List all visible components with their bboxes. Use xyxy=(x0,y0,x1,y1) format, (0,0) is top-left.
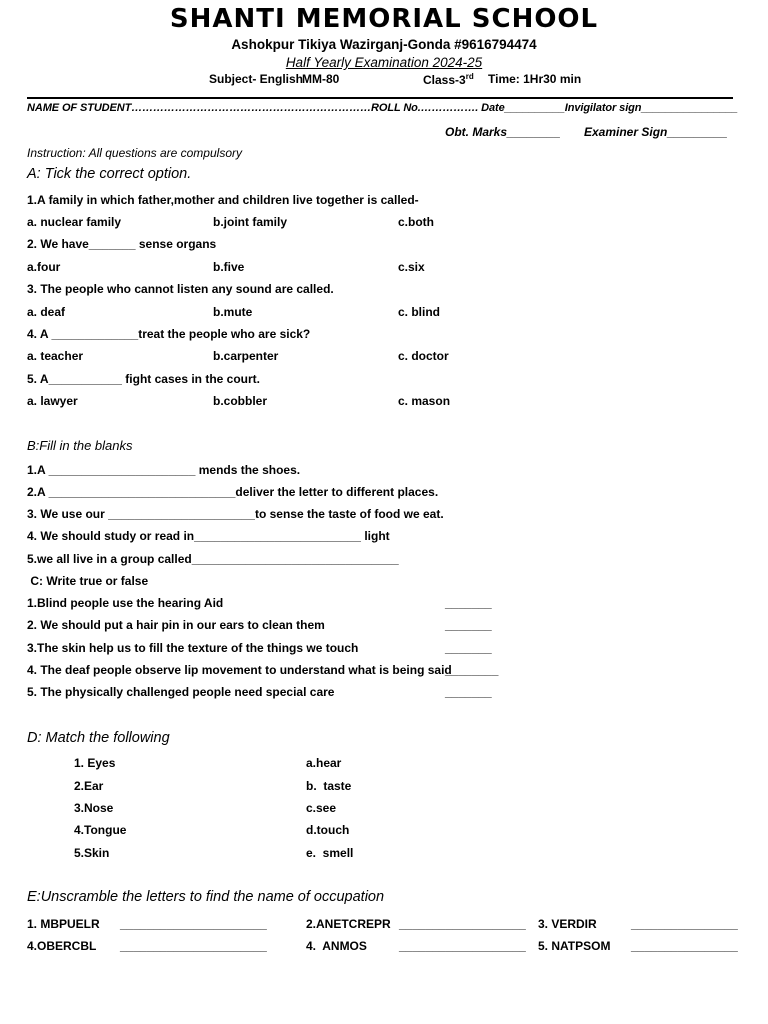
answer-blank: _______ xyxy=(445,685,492,699)
match-left-item: 3.Nose xyxy=(74,801,114,815)
option: c. blind xyxy=(398,305,440,319)
exam-title: Half Yearly Examination 2024-25 xyxy=(285,55,483,70)
answer-blank: ___________________ xyxy=(399,939,526,953)
fill-blank-item: 3. We use our ______________________to sense the taste of food we eat. xyxy=(27,507,444,521)
option: a. lawyer xyxy=(27,394,78,408)
option: b.five xyxy=(213,260,245,274)
subject-label: Subject- English xyxy=(209,72,304,86)
match-right-item: e. smell xyxy=(306,846,354,860)
fill-blank-item: 5.we all live in a group called_______________________________ xyxy=(27,552,399,566)
school-name: SHANTI MEMORIAL SCHOOL xyxy=(169,4,599,34)
answer-blank: ______________________ xyxy=(120,917,267,931)
section-e-title: E:Unscramble the letters to find the name of occupation xyxy=(27,889,385,905)
header-divider xyxy=(27,97,733,99)
fill-blank-item: 2.A ____________________________deliver the letter to different places. xyxy=(27,485,439,499)
answer-blank: _______ xyxy=(445,618,492,632)
option: a. deaf xyxy=(27,305,66,319)
school-address: Ashokpur Tikiya Wazirganj-Gonda #9616794474 xyxy=(231,37,537,52)
option: a. teacher xyxy=(27,349,84,363)
true-false-item: 5. The physically challenged people need special care xyxy=(27,685,335,699)
max-marks: MM-80 xyxy=(302,72,340,86)
option: b.mute xyxy=(213,305,253,319)
option: a.four xyxy=(27,260,61,274)
question-a3: 3. The people who cannot listen any sound are called. xyxy=(27,282,334,296)
answer-blank: _______ xyxy=(445,641,492,655)
answer-blank: ______________________ xyxy=(120,939,267,953)
class-label: Class-3rd xyxy=(423,72,474,87)
scrambled-word: 4.OBERCBL xyxy=(27,939,97,953)
instruction: Instruction: All questions are compulsory xyxy=(27,146,242,160)
option: c. mason xyxy=(398,394,451,408)
option: c.six xyxy=(398,260,425,274)
true-false-item: 1.Blind people use the hearing Aid xyxy=(27,596,224,610)
scrambled-word: 2.ANETCREPR xyxy=(306,917,391,931)
scrambled-word: 4. ANMOS xyxy=(306,939,367,953)
scrambled-word: 5. NATPSOM xyxy=(538,939,611,953)
option: b.joint family xyxy=(213,215,288,229)
match-right-item: b. taste xyxy=(306,779,352,793)
question-a4: 4. A _____________treat the people who are sick? xyxy=(27,327,311,341)
match-left-item: 1. Eyes xyxy=(74,756,116,770)
scrambled-word: 1. MBPUELR xyxy=(27,917,100,931)
section-b-title: B:Fill in the blanks xyxy=(27,438,133,453)
answer-blank: ________________ xyxy=(631,917,738,931)
fill-blank-item: 4. We should study or read in_________________________ light xyxy=(27,529,390,543)
scrambled-word: 3. VERDIR xyxy=(538,917,597,931)
student-info-line: NAME OF STUDENT…………………………………………………………ROLL No.……………. Date__________Invigilator sign________________ xyxy=(27,102,738,114)
fill-blank-item: 1.A ______________________ mends the shoes. xyxy=(27,463,301,477)
option: b.cobbler xyxy=(213,394,268,408)
match-right-item: d.touch xyxy=(306,823,350,837)
obtained-marks: Obt. Marks________ xyxy=(445,125,561,139)
true-false-item: 2. We should put a hair pin in our ears to clean them xyxy=(27,618,325,632)
option: a. nuclear family xyxy=(27,215,122,229)
true-false-item: 4. The deaf people observe lip movement to understand what is being said xyxy=(27,663,452,677)
time-label: Time: 1Hr30 min xyxy=(488,72,582,86)
match-left-item: 5.Skin xyxy=(74,846,110,860)
question-a5: 5. A___________ fight cases in the court. xyxy=(27,372,260,386)
option: c. doctor xyxy=(398,349,449,363)
option: b.carpenter xyxy=(213,349,279,363)
answer-blank: ___________________ xyxy=(399,917,526,931)
match-right-item: a.hear xyxy=(306,756,342,770)
examiner-sign: Examiner Sign_________ xyxy=(584,125,728,139)
answer-blank: ________________ xyxy=(631,939,738,953)
answer-blank: _______ xyxy=(445,596,492,610)
option: c.both xyxy=(398,215,434,229)
match-right-item: c.see xyxy=(306,801,337,815)
question-a2: 2. We have_______ sense organs xyxy=(27,237,217,251)
match-left-item: 4.Tongue xyxy=(74,823,127,837)
true-false-item: 3.The skin help us to fill the texture of the things we touch xyxy=(27,641,359,655)
section-a-title: A: Tick the correct option. xyxy=(27,166,192,182)
question-a1: 1.A family in which father,mother and children live together is called- xyxy=(27,193,419,207)
section-d-title: D: Match the following xyxy=(27,730,170,746)
section-c-title: C: Write true or false xyxy=(27,574,149,588)
match-left-item: 2.Ear xyxy=(74,779,104,793)
answer-blank: ________ xyxy=(445,663,499,677)
